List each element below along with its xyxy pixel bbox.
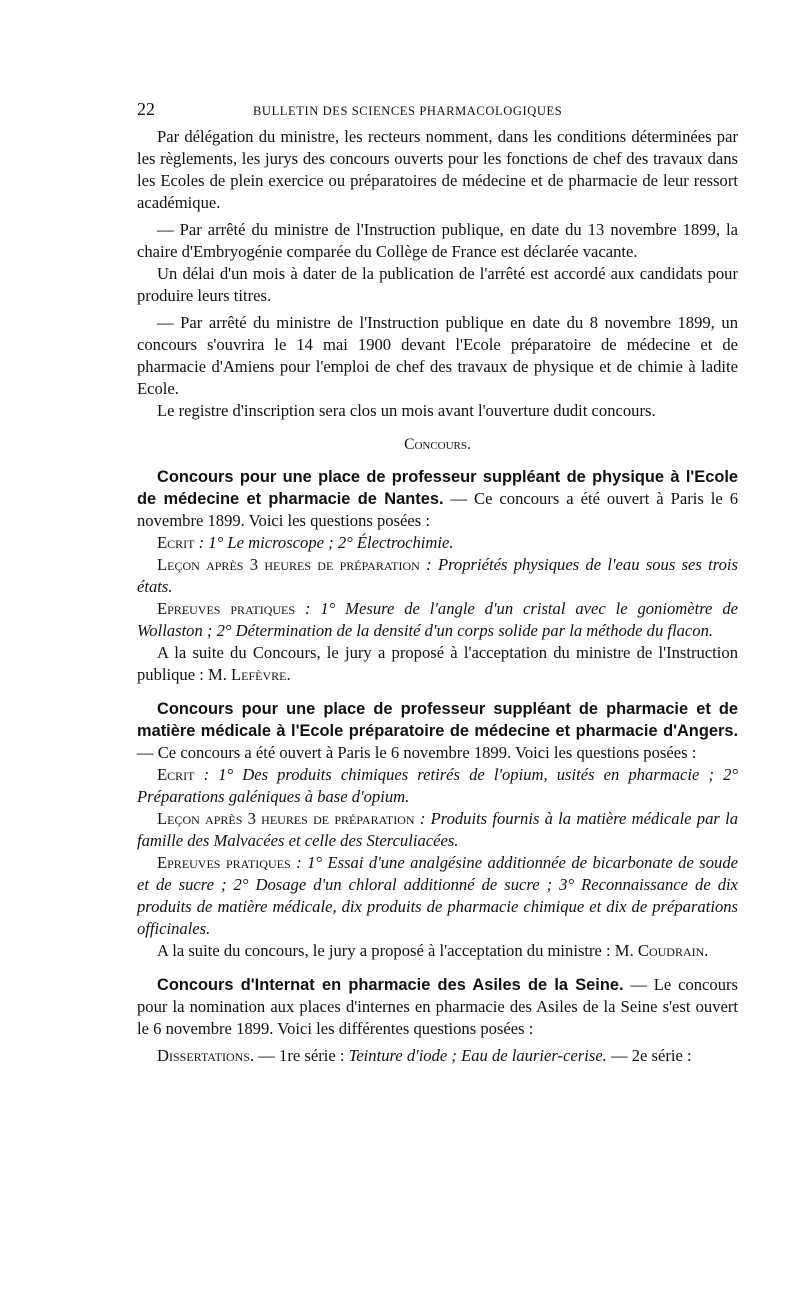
nantes-ecrit-label: Ecrit bbox=[157, 533, 195, 552]
nantes-result bbox=[137, 642, 738, 686]
nantes-lecon-text: : Propriétés physiques de l'eau sous ses trois états. bbox=[137, 555, 738, 596]
nantes-ecrit bbox=[137, 532, 738, 554]
intro-paragraph-5: Le registre d'inscription sera clos un mois avant l'ouverture dudit concours. bbox=[157, 401, 656, 420]
seine-heading-paragraph bbox=[137, 974, 738, 1040]
page-number: 22 bbox=[137, 99, 155, 119]
nantes-result-name: Lefèvre. bbox=[231, 665, 291, 684]
angers-epreuves-text: : 1° Essai d'une analgésine additionnée de bicarbonate de soude et de sucre ; 2° Dosage d'un chloral additionné de sucre ; 3° Reconnaissance de dix produits de matière médicale, dix produits de pharmacie chimique et dix de préparations officinales. bbox=[137, 853, 738, 938]
seine-diss-label: Dissertations. bbox=[157, 1046, 255, 1065]
nantes-lecon bbox=[137, 554, 738, 598]
seine-diss-text-1: — 1re série : bbox=[254, 1046, 349, 1065]
seine-dissertations bbox=[137, 1045, 738, 1067]
seine-section bbox=[137, 974, 738, 1067]
angers-result-name: Coudrain. bbox=[637, 941, 709, 960]
angers-ecrit bbox=[137, 764, 738, 808]
nantes-epreuves-text: : 1° Mesure de l'angle d'un cristal avec le goniomètre de Wollaston ; 2° Détermination de la densité d'un corps solide par la méthode du flacon. bbox=[137, 599, 738, 640]
angers-intro: — Ce concours a été ouvert à Paris le 6 novembre 1899. Voici les questions posées : bbox=[137, 743, 697, 762]
nantes-section bbox=[137, 466, 738, 686]
angers-section bbox=[137, 698, 738, 962]
seine-heading: Concours d'Internat en pharmacie des Asiles de la Seine. bbox=[157, 976, 624, 994]
nantes-ecrit-text: : 1° Le microscope ; 2° Électrochimie. bbox=[194, 533, 454, 552]
nantes-heading: Concours pour une place de professeur suppléant de physique à l'Ecole de médecine et pharmacie de Nantes. bbox=[137, 468, 738, 508]
angers-result-text: A la suite du concours, le jury a proposé à l'acceptation du ministre : M. bbox=[157, 941, 638, 960]
angers-heading: Concours pour une place de professeur suppléant de pharmacie et de matière médicale à l'Ecole préparatoire de médecine et pharmacie d'Angers. bbox=[137, 700, 738, 740]
intro-paragraph-2: — Par arrêté du ministre de l'Instruction publique, en date du 13 novembre 1899, la chaire d'Embryogénie comparée du Collège de France est déclarée vacante. bbox=[137, 220, 738, 261]
angers-lecon-label: Leçon après 3 heures de préparation bbox=[157, 809, 415, 828]
angers-result bbox=[137, 940, 738, 962]
intro-paragraph-1: Par délégation du ministre, les recteurs nomment, dans les conditions déterminées par les règlements, les jurys des concours ouverts pour les fonctions de chef des travaux dans les Ecoles de plein exercice ou préparatoires de médecine et de pharmacie de leur ressort académique. bbox=[137, 127, 738, 212]
section-title: Concours. bbox=[404, 436, 471, 453]
angers-epreuves-label: Epreuves pratiques bbox=[157, 853, 291, 872]
angers-lecon-text: : Produits fournis à la matière médicale par la famille des Malvacées et celle des Sterculiacées. bbox=[137, 809, 738, 850]
angers-ecrit-label: Ecrit bbox=[157, 765, 195, 784]
nantes-lecon-label: Leçon après 3 heures de préparation bbox=[157, 555, 420, 574]
intro-paragraph-3: Un délai d'un mois à dater de la publication de l'arrêté est accordé aux candidats pour produire leurs titres. bbox=[137, 264, 738, 305]
seine-intro: — Le concours pour la nomination aux places d'internes en pharmacie des Asiles de la Seine s'est ouvert le 6 novembre 1899. Voici les différentes questions posées : bbox=[137, 975, 738, 1038]
angers-heading-paragraph bbox=[137, 698, 738, 764]
angers-ecrit-text: : 1° Des produits chimiques retirés de l'opium, usités en pharmacie ; 2° Préparations galéniques à base d'opium. bbox=[137, 765, 738, 806]
running-title: BULLETIN DES SCIENCES PHARMACOLOGIQUES bbox=[253, 104, 563, 118]
nantes-epreuves-label: Epreuves pratiques bbox=[157, 599, 296, 618]
angers-lecon bbox=[137, 808, 738, 852]
running-header bbox=[137, 98, 738, 122]
nantes-epreuves bbox=[137, 598, 738, 642]
nantes-heading-paragraph bbox=[137, 466, 738, 532]
intro-paragraph-4: — Par arrêté du ministre de l'Instruction publique en date du 8 novembre 1899, un concours s'ouvrira le 14 mai 1900 devant l'Ecole préparatoire de médecine et de pharmacie d'Amiens pour l'emploi de chef des travaux de physique et de chimie à ladite Ecole. bbox=[137, 313, 738, 398]
angers-epreuves bbox=[137, 852, 738, 940]
seine-diss-italic: Teinture d'iode ; Eau de laurier-cerise. bbox=[348, 1046, 607, 1065]
nantes-result-text: A la suite du Concours, le jury a proposé à l'acceptation du ministre de l'Instruction publique : M. bbox=[137, 643, 738, 684]
nantes-intro: — Ce concours a été ouvert à Paris le 6 novembre 1899. Voici les questions posées : bbox=[137, 489, 738, 530]
seine-diss-text-2: — 2e série : bbox=[606, 1046, 692, 1065]
